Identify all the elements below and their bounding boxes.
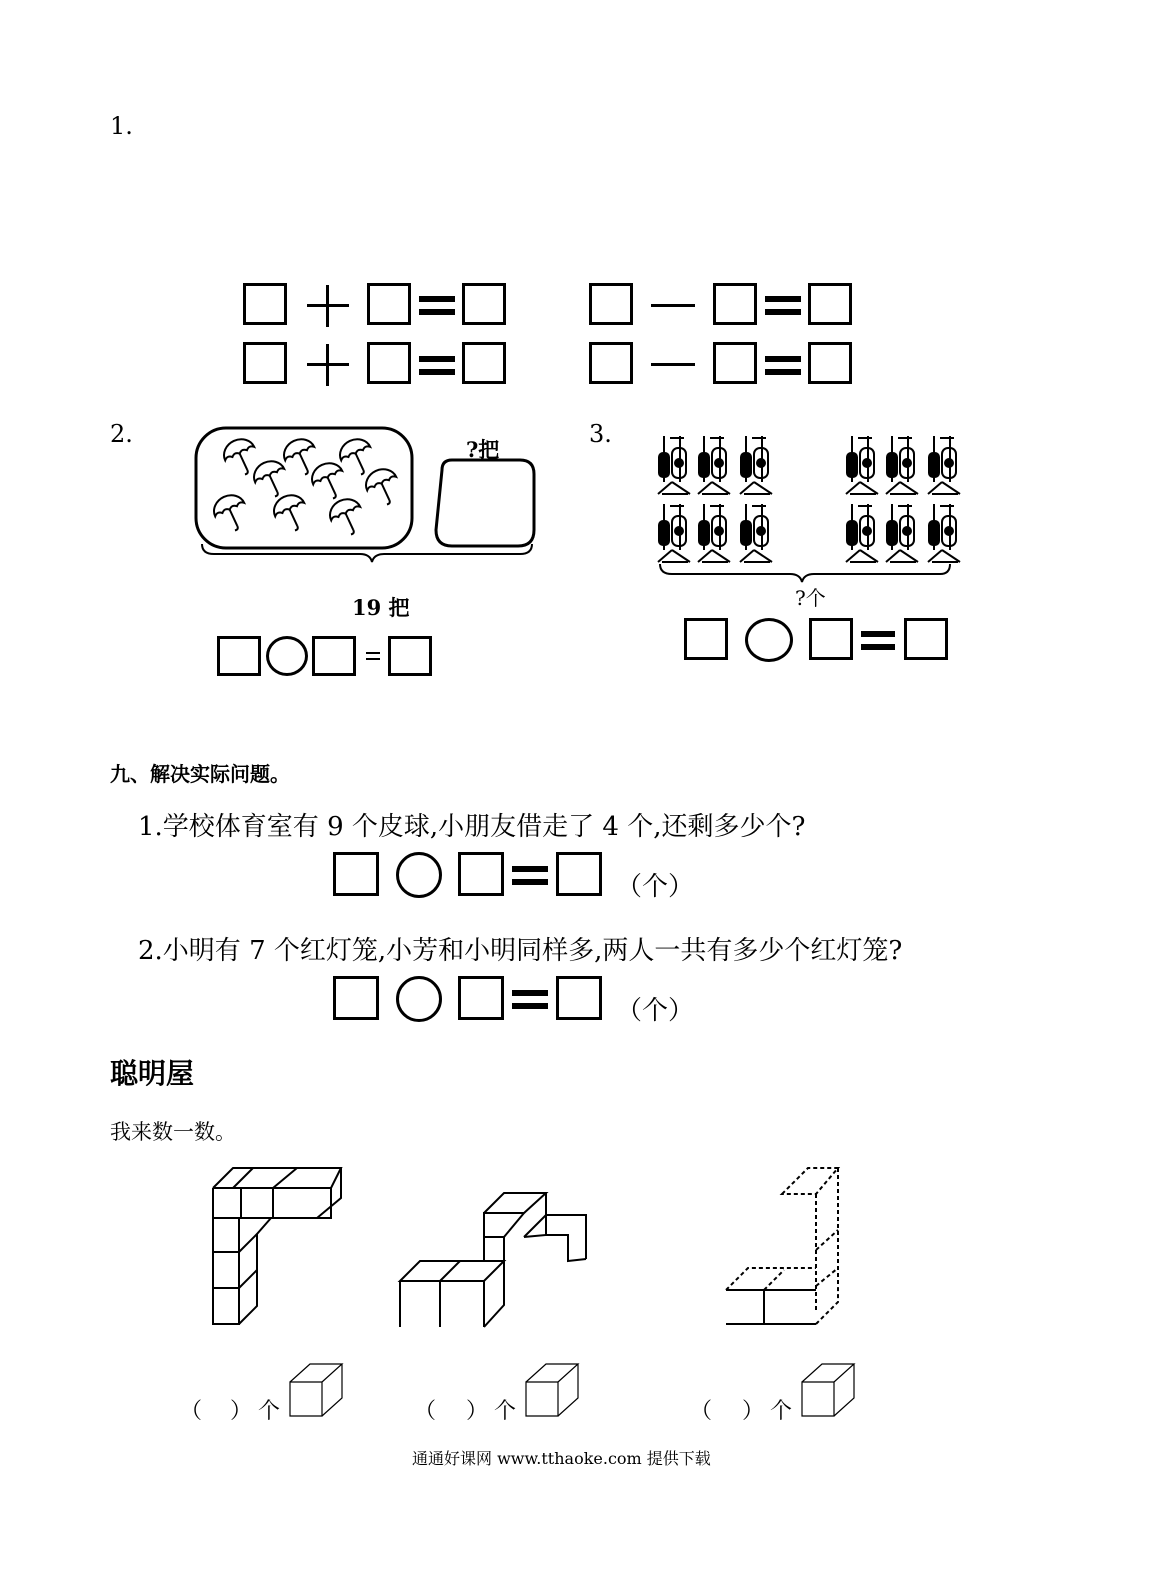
cube-icon	[522, 1362, 580, 1420]
answer-box[interactable]	[589, 342, 633, 384]
section1-number: 1.	[110, 112, 133, 140]
equals-sign	[366, 652, 380, 662]
answer-paren-close: ）	[466, 1399, 489, 1424]
answer-box[interactable]	[684, 618, 728, 660]
answer-unit: 个	[258, 1399, 281, 1424]
equals-sign	[419, 356, 455, 376]
answer-box[interactable]	[388, 636, 432, 676]
answer-box[interactable]	[462, 283, 506, 325]
cube-figure-3	[720, 1160, 870, 1335]
answer-paren-open: （	[180, 1399, 203, 1424]
unit-label: （个）	[616, 996, 695, 1026]
count-answer-blank[interactable]	[440, 1394, 466, 1422]
answer-box[interactable]	[809, 618, 853, 660]
minus-sign	[651, 363, 695, 366]
count-answer-blank[interactable]	[204, 1394, 230, 1422]
operator-circle[interactable]	[745, 618, 793, 662]
answer-box[interactable]	[713, 342, 757, 384]
answer-box[interactable]	[333, 852, 379, 896]
plus-sign	[307, 344, 349, 386]
umbrella-icons	[209, 434, 405, 539]
operator-circle[interactable]	[396, 976, 442, 1022]
equals-sign	[419, 296, 455, 316]
answer-unit: 个	[494, 1399, 517, 1424]
answer-paren-open: （	[414, 1399, 437, 1424]
cube-icon	[286, 1362, 344, 1420]
answer-box[interactable]	[904, 618, 948, 660]
operator-circle[interactable]	[396, 852, 442, 898]
operator-circle[interactable]	[266, 636, 308, 676]
answer-box[interactable]	[367, 283, 411, 325]
question1-text: 1.学校体育室有 9 个皮球,小朋友借走了 4 个,还剩多少个?	[138, 812, 806, 842]
answer-box[interactable]	[589, 283, 633, 325]
answer-box[interactable]	[458, 852, 504, 896]
answer-box[interactable]	[556, 852, 602, 896]
section3-number: 3.	[589, 420, 612, 448]
answer-box[interactable]	[333, 976, 379, 1020]
answer-box[interactable]	[713, 283, 757, 325]
count-answer-blank[interactable]	[716, 1394, 742, 1422]
question2-text: 2.小明有 7 个红灯笼,小芳和小明同样多,两人一共有多少个红灯笼?	[138, 936, 903, 966]
equals-sign	[512, 866, 548, 886]
answer-unit: 个	[770, 1399, 793, 1424]
equals-sign	[765, 296, 801, 316]
minus-sign	[651, 304, 695, 307]
answer-box[interactable]	[243, 283, 287, 325]
equals-sign	[512, 990, 548, 1010]
smart-house-heading: 聪明屋	[110, 1057, 195, 1090]
answer-box[interactable]	[312, 636, 356, 676]
equals-sign	[765, 356, 801, 376]
answer-box[interactable]	[462, 342, 506, 384]
plus-sign	[307, 285, 349, 327]
unit-label: （个）	[616, 872, 695, 902]
answer-box[interactable]	[808, 342, 852, 384]
cube-figure-1	[205, 1160, 350, 1335]
answer-box[interactable]	[458, 976, 504, 1020]
answer-paren-open: （	[690, 1399, 713, 1424]
answer-box[interactable]	[556, 976, 602, 1020]
equals-sign	[861, 631, 895, 651]
section9-heading: 九、解决实际问题。	[110, 762, 290, 786]
answer-box[interactable]	[217, 636, 261, 676]
answer-box[interactable]	[367, 342, 411, 384]
answer-paren-close: ）	[742, 1399, 765, 1424]
answer-box[interactable]	[243, 342, 287, 384]
answer-box[interactable]	[808, 283, 852, 325]
footer-credit: 通通好课网 www.tthaoke.com 提供下载	[412, 1449, 711, 1468]
answer-paren-close: ）	[230, 1399, 253, 1424]
cube-icon	[798, 1362, 856, 1420]
smart-house-instruction: 我来数一数。	[110, 1120, 236, 1144]
unknown-telephone-label: ?个	[795, 586, 826, 610]
section2-number: 2.	[110, 420, 133, 448]
cube-figure-2	[392, 1165, 592, 1335]
unknown-umbrella-label: ?把	[466, 437, 500, 462]
total-umbrella-label: 19 把	[352, 595, 410, 620]
